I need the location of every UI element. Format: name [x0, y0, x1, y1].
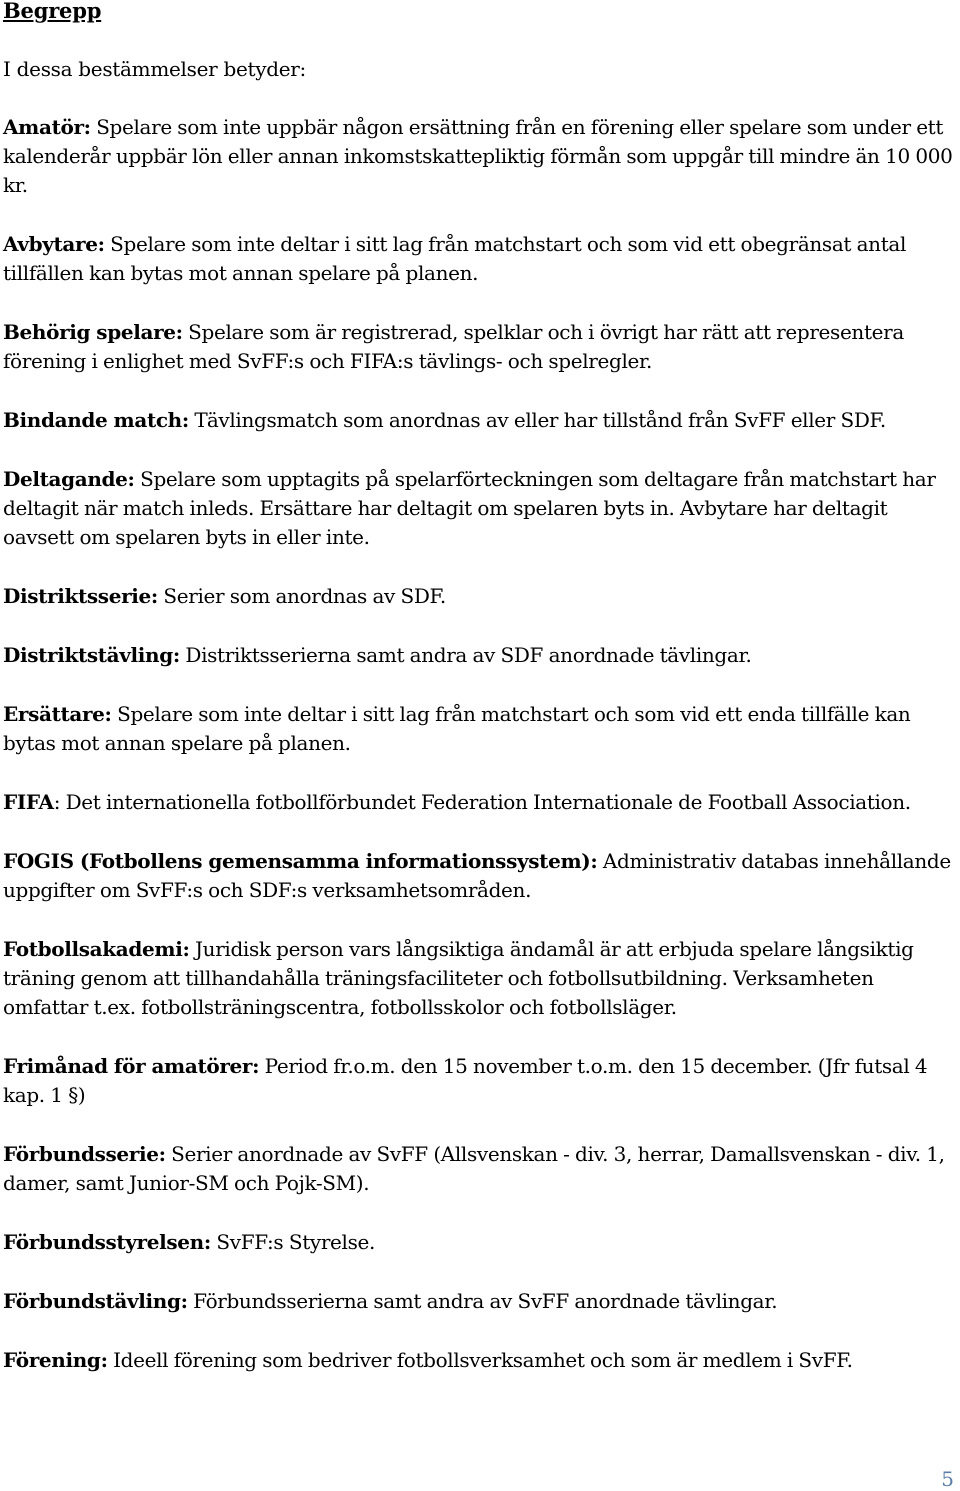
page-number: 5 [941, 1467, 954, 1491]
definition-item [3, 406, 958, 435]
definition-item [3, 318, 958, 376]
definition-term: FIFA [3, 790, 54, 814]
definition-term: Deltagande: [3, 467, 135, 491]
definition-item [3, 1346, 958, 1375]
definition-text: Distriktsserierna samt andra av SDF anordnade tävlingar. [179, 643, 752, 667]
definition-term: Distriktsserie: [3, 584, 158, 608]
definition-item [3, 1228, 958, 1257]
definition-text: Serier som anordnas av SDF. [157, 584, 446, 608]
definition-term: Amatör: [3, 115, 91, 139]
definition-item [3, 700, 958, 758]
definition-text: Ideell förening som bedriver fotbollsverksamhet och som är medlem i SvFF. [107, 1348, 853, 1372]
definition-text: Spelare som upptagits på spelarförteckningen som deltagare från matchstart har deltagit när match inleds. Ersättare har deltagit om spelaren byts in. Avbytare har deltagit oavsett om spelaren byts in eller inte. [3, 467, 936, 549]
definition-term: Avbytare: [3, 232, 105, 256]
definition-list [3, 113, 958, 1405]
definition-text: Spelare som inte uppbär någon ersättning från en förening eller spelare som under ett kalenderår uppbär lön eller annan inkomstskattepliktig förmån som uppgår till mindre än 10 000 kr. [3, 115, 953, 197]
definition-term: Fotbollsakademi: [3, 937, 190, 961]
definition-term: Behörig spelare: [3, 320, 183, 344]
definition-item [3, 230, 958, 288]
definition-item [3, 465, 958, 552]
definition-item [3, 788, 958, 817]
definition-term: Förbundsserie: [3, 1142, 166, 1166]
definition-text: Administrativ databas innehållande uppgifter om SvFF:s och SDF:s verksamhetsområden. [3, 849, 951, 902]
definition-term: Frimånad för amatörer: [3, 1054, 260, 1078]
definition-text: Spelare som är registrerad, spelklar och i övrigt har rätt att representera förening i enlighet med SvFF:s och FIFA:s tävlings- och spelregler. [3, 320, 904, 373]
definition-term: Bindande match: [3, 408, 189, 432]
definition-item [3, 847, 958, 905]
definition-item [3, 935, 958, 1022]
definition-term: Förbundsstyrelsen: [3, 1230, 211, 1254]
definition-item [3, 641, 958, 670]
definition-item [3, 1287, 958, 1316]
definition-text: Juridisk person vars långsiktiga ändamål är att erbjuda spelare långsiktig träning genom att tillhandahålla träningsfaciliteter och fotbollsutbildning. Verksamheten omfattar t.ex. fotbollsträningscentra, fotbollsskolor och fotbollsläger. [3, 937, 914, 1019]
definition-term: Ersättare: [3, 702, 112, 726]
definition-text: Serier anordnade av SvFF (Allsvenskan - div. 3, herrar, Damallsvenskan - div. 1, damer, samt Junior-SM och Pojk-SM). [3, 1142, 945, 1195]
definition-text: Förbundsserierna samt andra av SvFF anordnade tävlingar. [187, 1289, 778, 1313]
definition-text: Period fr.o.m. den 15 november t.o.m. den 15 december. (Jfr futsal 4 kap. 1 §) [3, 1054, 928, 1107]
definition-text: : Det internationella fotbollförbundet Federation Internationale de Football Association. [53, 790, 911, 814]
definition-term: FOGIS (Fotbollens gemensamma informationssystem): [3, 849, 598, 873]
definition-item [3, 582, 958, 611]
definition-term: Förbundstävling: [3, 1289, 188, 1313]
definition-text: Spelare som inte deltar i sitt lag från matchstart och som vid ett enda tillfälle kan bytas mot annan spelare på planen. [3, 702, 911, 755]
definition-term: Distriktstävling: [3, 643, 180, 667]
definition-item [3, 1052, 958, 1110]
definition-term: Förening: [3, 1348, 108, 1372]
definition-item [3, 1140, 958, 1198]
definition-item [3, 113, 958, 200]
definition-text: Tävlingsmatch som anordnas av eller har tillstånd från SvFF eller SDF. [188, 408, 886, 432]
definition-text: SvFF:s Styrelse. [210, 1230, 375, 1254]
definition-text: Spelare som inte deltar i sitt lag från matchstart och som vid ett obegränsat antal tillfällen kan bytas mot annan spelare på planen. [3, 232, 907, 285]
section-heading: Begrepp [3, 0, 102, 23]
intro-text: I dessa bestämmelser betyder: [3, 57, 306, 81]
